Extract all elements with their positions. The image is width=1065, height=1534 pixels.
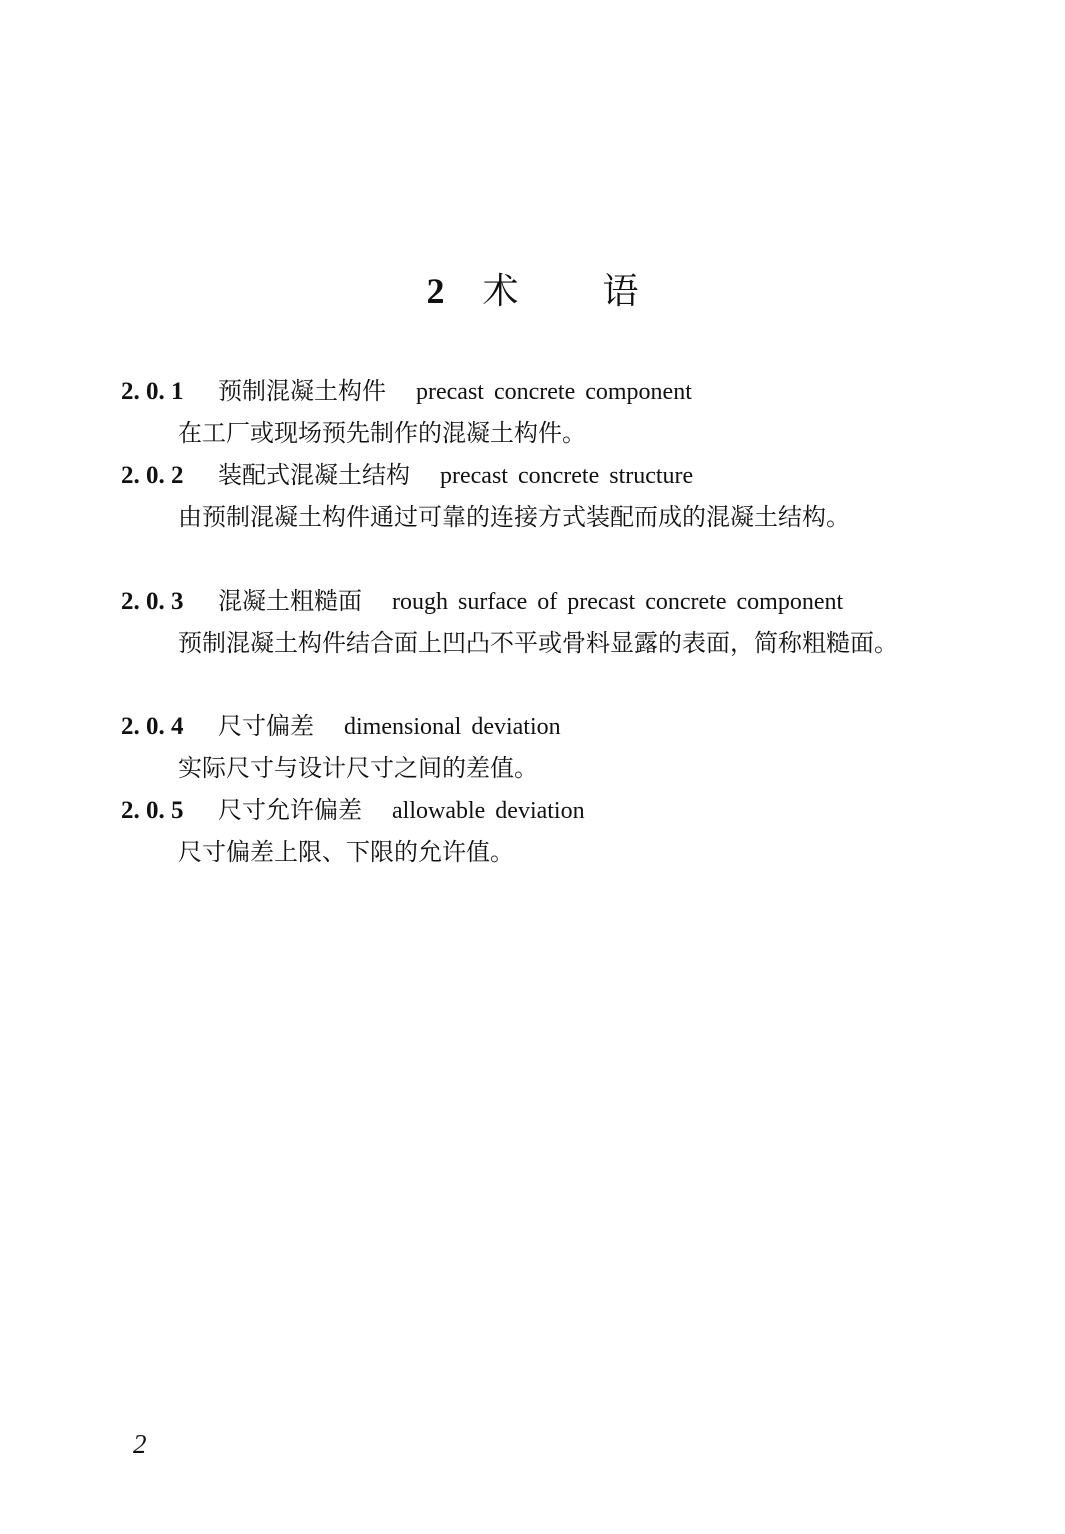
term-number: 2. 0. 2 [121,462,184,489]
term-heading-2-0-3 [121,584,843,619]
chapter-title-char-2: 语 [602,271,639,312]
term-english: allowable deviation [392,798,585,824]
term-chinese: 尺寸偏差 [218,712,314,740]
term-definition-2-0-5: 尺寸偏差上限、下限的允许值。 [178,838,514,866]
term-heading-2-0-1 [121,374,692,409]
term-english: rough surface of precast concrete component [392,589,844,615]
term-number: 2. 0. 4 [121,713,184,740]
term-english: precast concrete component [416,379,692,405]
chapter-title-char-1: 术 [482,271,519,312]
term-chinese: 尺寸允许偏差 [218,796,362,824]
term-number: 2. 0. 5 [121,797,184,824]
term-heading-2-0-5 [121,793,585,828]
term-number: 2. 0. 1 [121,378,184,405]
term-chinese: 混凝土粗糙面 [218,587,362,615]
chapter-number: 2 [426,271,445,311]
term-chinese: 装配式混凝土结构 [218,461,410,489]
term-definition-2-0-1: 在工厂或现场预先制作的混凝土构件。 [178,419,586,447]
chapter-heading [0,266,1065,317]
term-english: precast concrete structure [440,463,694,489]
term-definition-2-0-4: 实际尺寸与设计尺寸之间的差值。 [178,754,538,782]
page-number: 2 [133,1429,147,1459]
term-heading-2-0-2 [121,458,693,493]
term-chinese: 预制混凝土构件 [218,377,386,405]
term-heading-2-0-4 [121,709,561,744]
term-number: 2. 0. 3 [121,588,184,615]
term-definition-2-0-2: 由预制混凝土构件通过可靠的连接方式装配而成的混凝土结构。 [178,503,850,531]
term-definition-2-0-3: 预制混凝土构件结合面上凹凸不平或骨料显露的表面，简称粗糙面。 [178,629,898,657]
term-english: dimensional deviation [344,714,561,740]
